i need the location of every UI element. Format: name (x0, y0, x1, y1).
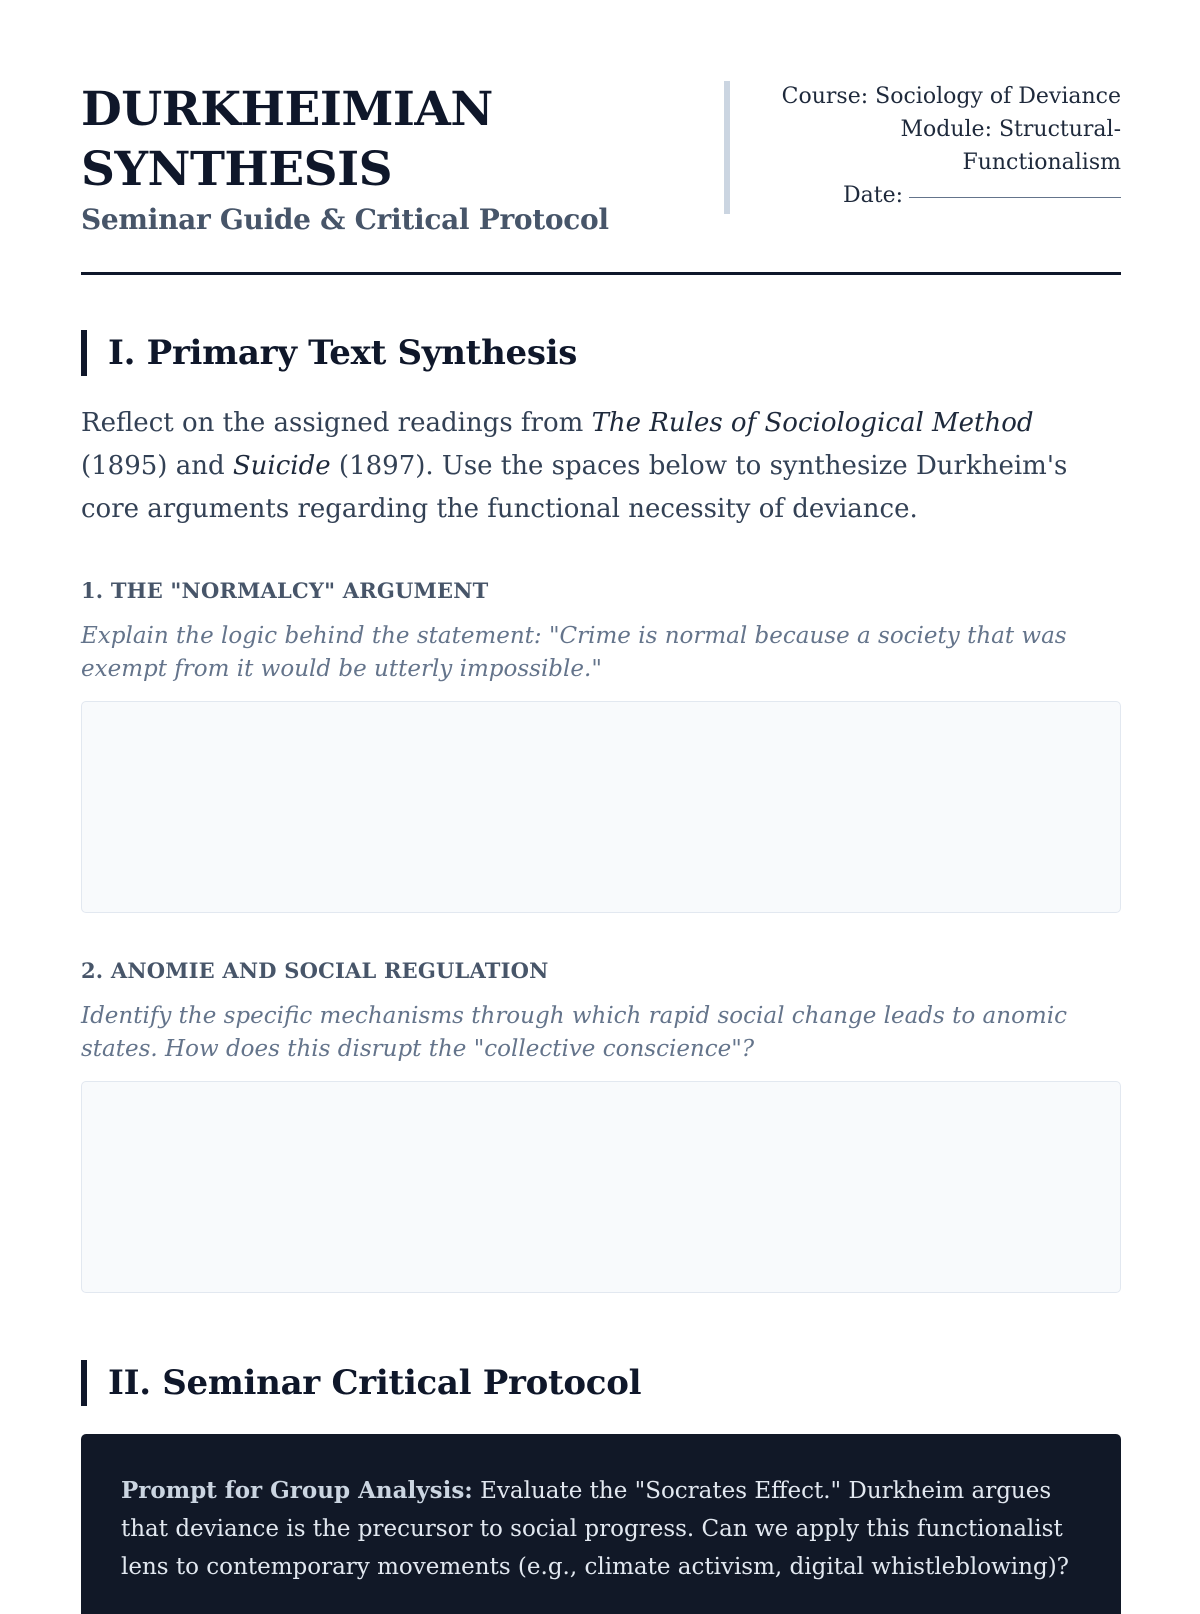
question-label-1: 1. THE "NORMALCY" ARGUMENT (81, 578, 489, 603)
module-label-line-2: Functionalism (962, 150, 1121, 175)
prompt-body: Evaluate the "Socrates Effect." Durkheim argues that deviance is the precursor to social progress. Can we apply this functionalist lens to contemporary movements (e.g., climate activism, digital whistleblowing)? (121, 1478, 1069, 1580)
section-heading-primary-text (81, 330, 577, 376)
section-heading-text: II. Seminar Critical Protocol (108, 1363, 642, 1403)
section-accent-bar (81, 1360, 87, 1406)
course-label: Course: Sociology of Deviance (781, 84, 1121, 109)
intro-text-2: (1895) and (81, 451, 233, 481)
group-analysis-prompt-box (81, 1434, 1121, 1614)
section-accent-bar (81, 330, 87, 376)
document-title (81, 80, 493, 200)
header-rule (81, 272, 1121, 275)
date-field[interactable] (909, 196, 1121, 198)
book-title-rules: The Rules of Sociological Method (591, 408, 1034, 438)
meta-divider (724, 81, 730, 214)
course-meta (761, 80, 1121, 212)
date-row (761, 179, 1121, 212)
section-heading-text: I. Primary Text Synthesis (108, 333, 578, 373)
title-line-2: SYNTHESIS (81, 142, 393, 197)
question-label-2: 2. ANOMIE AND SOCIAL REGULATION (81, 958, 549, 983)
answer-box-2[interactable] (81, 1081, 1121, 1293)
answer-box-1[interactable] (81, 701, 1121, 913)
group-analysis-prompt (121, 1472, 1081, 1586)
intro-paragraph (81, 402, 1121, 531)
intro-text-1: Reflect on the assigned readings from (81, 408, 592, 438)
date-label: Date: (842, 183, 903, 208)
title-line-1: DURKHEIMIAN (81, 82, 493, 137)
intro-text-3: (1897). Use the spaces below to synthesize Durkheim's core arguments regarding the functional necessity of deviance. (81, 451, 1068, 524)
section-heading-critical-protocol (81, 1360, 641, 1406)
book-title-suicide: Suicide (232, 451, 331, 481)
document-subtitle: Seminar Guide & Critical Protocol (81, 203, 609, 236)
document-header (81, 0, 1121, 276)
worksheet-page (81, 0, 1121, 1580)
question-prompt-1: Explain the logic behind the statement: "Crime is normal because a society that was exempt from it would be utterly impossible." (81, 623, 1067, 682)
question-prompt-2: Identify the specific mechanisms through which rapid social change leads to anomic states. How does this disrupt the "collective conscience"? (81, 1003, 1067, 1062)
prompt-label: Prompt for Group Analysis: (121, 1477, 473, 1504)
module-label-line-1: Module: Structural- (900, 117, 1121, 142)
